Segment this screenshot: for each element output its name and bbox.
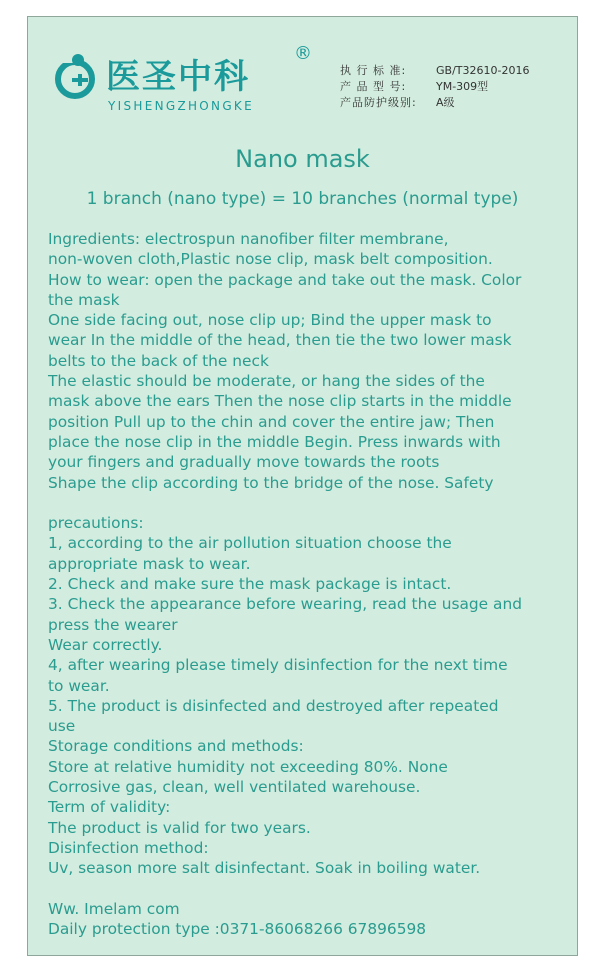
brand-name-english: YISHENGZHONGKE bbox=[108, 99, 254, 113]
product-subtitle: 1 branch (nano type) = 10 branches (normal type) bbox=[86, 189, 519, 209]
spec-row-model bbox=[340, 79, 529, 95]
text-line: place the nose clip in the middle Begin. Press inwards with bbox=[48, 432, 501, 451]
text-line: Shape the clip according to the bridge of the nose. Safety bbox=[48, 473, 494, 492]
text-line: precautions: bbox=[48, 514, 144, 533]
spec-label: 执 行 标 准: bbox=[340, 64, 407, 77]
brand-logo bbox=[52, 45, 312, 135]
text-line: 3. Check the appearance before wearing, read the usage and bbox=[48, 595, 522, 614]
mask-label-card bbox=[27, 16, 578, 956]
registered-trademark: ® bbox=[294, 43, 312, 64]
spec-row-standard bbox=[340, 63, 529, 79]
spec-value: A级 bbox=[436, 96, 455, 109]
spec-row-protection-level bbox=[340, 95, 529, 111]
text-line: appropriate mask to wear. bbox=[48, 554, 251, 573]
spec-value: YM-309型 bbox=[436, 80, 489, 93]
text-line: the mask bbox=[48, 290, 120, 309]
text-line: The product is valid for two years. bbox=[48, 818, 311, 837]
text-line: Storage conditions and methods: bbox=[48, 737, 304, 756]
text-line: use bbox=[48, 717, 76, 736]
website-line: Ww. Imelam com bbox=[48, 899, 180, 918]
phone-line: Daily protection type :0371-86068266 67896598 bbox=[48, 920, 427, 939]
text-line: One side facing out, nose clip up; Bind the upper mask to bbox=[48, 311, 492, 330]
product-title: Nano mask bbox=[235, 145, 370, 173]
text-line: Term of validity: bbox=[48, 798, 171, 817]
text-line: The elastic should be moderate, or hang the sides of the bbox=[48, 372, 485, 391]
brand-mark-icon bbox=[52, 51, 102, 101]
spec-block bbox=[340, 63, 529, 111]
text-line: belts to the back of the neck bbox=[48, 351, 269, 370]
text-line: Uv, season more salt disinfectant. Soak in boiling water. bbox=[48, 859, 481, 878]
text-line: mask above the ears Then the nose clip starts in the middle bbox=[48, 392, 512, 411]
text-line: 4, after wearing please timely disinfection for the next time bbox=[48, 656, 508, 675]
text-line: 1, according to the air pollution situation choose the bbox=[48, 534, 452, 553]
spec-label: 产 品 型 号: bbox=[340, 80, 407, 93]
text-line: 5. The product is disinfected and destroyed after repeated bbox=[48, 696, 499, 715]
text-line: your fingers and gradually move towards the roots bbox=[48, 453, 440, 472]
text-line: Disinfection method: bbox=[48, 838, 209, 857]
text-line: wear In the middle of the head, then tie the two lower mask bbox=[48, 331, 512, 350]
brand-name-chinese: 医圣中科 bbox=[106, 57, 250, 97]
instructions-text bbox=[48, 229, 568, 939]
text-line: non-woven cloth,Plastic nose clip, mask belt composition. bbox=[48, 250, 493, 269]
text-line: Wear correctly. bbox=[48, 635, 163, 654]
text-line: Ingredients: electrospun nanofiber filter membrane, bbox=[48, 230, 449, 248]
paragraph-gap bbox=[48, 493, 568, 513]
text-line: Corrosive gas, clean, well ventilated warehouse. bbox=[48, 778, 421, 797]
text-line: Store at relative humidity not exceeding 80%. None bbox=[48, 757, 448, 776]
text-line: position Pull up to the chin and cover the entire jaw; Then bbox=[48, 412, 495, 431]
text-line: How to wear: open the package and take out the mask. Color bbox=[48, 270, 522, 289]
spec-value: GB/T32610-2016 bbox=[436, 64, 530, 77]
text-line: press the wearer bbox=[48, 615, 178, 634]
text-line: 2. Check and make sure the mask package is intact. bbox=[48, 575, 452, 594]
text-line: to wear. bbox=[48, 676, 110, 695]
spec-label: 产品防护级别: bbox=[340, 96, 417, 109]
paragraph-gap bbox=[48, 879, 568, 899]
